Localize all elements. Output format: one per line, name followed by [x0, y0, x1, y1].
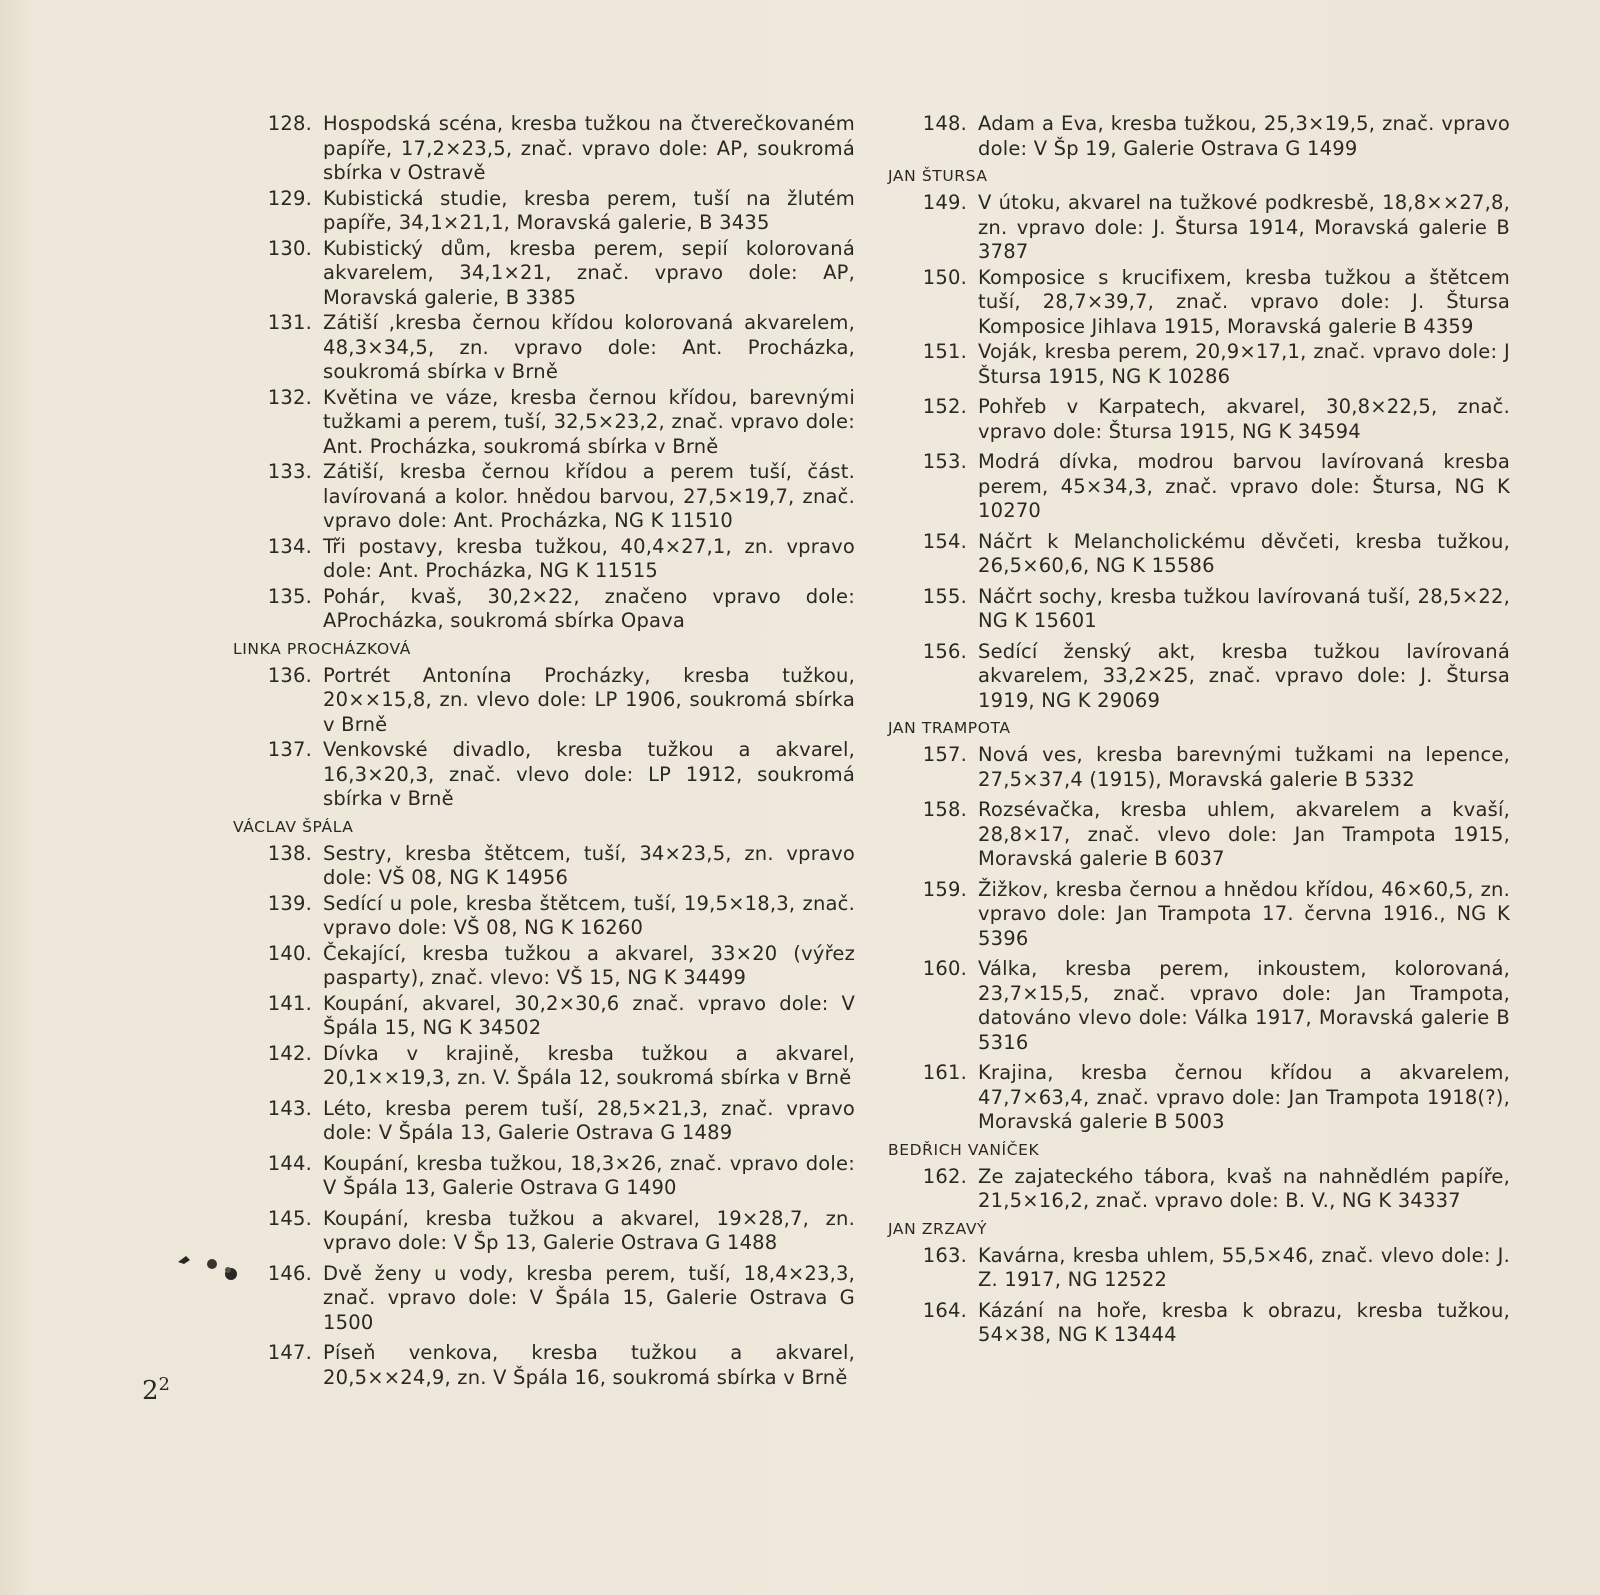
entry-number: 157. [922, 743, 967, 766]
entry-text: Koupání, kresba tužkou a akvarel, 19×28,7, zn. vpravo dole: V Šp 13, Galerie Ostrava G 1488 [323, 1206, 855, 1254]
entry-number: 139. [267, 891, 312, 915]
catalogue-entry [888, 266, 1510, 340]
catalogue-entry [233, 112, 855, 186]
catalogue-entry [888, 743, 1510, 792]
section [888, 1139, 1510, 1214]
entry-number: 159. [922, 877, 967, 901]
entry-text: Náčrt sochy, kresba tužkou lavírovaná tuší, 28,5×22, NG K 15601 [978, 584, 1510, 632]
entry-text: Rozsévačka, kresba uhlem, akvarelem a kvaší, 28,8×17, znač. vlevo dole: Jan Trampota 1915, Moravská galerie B 6037 [978, 798, 1510, 870]
artist-heading: LINKA PROCHÁZKOVÁ [233, 639, 411, 658]
entry-text: Venkovské divadlo, kresba tužkou a akvarel, 16,3×20,3, znač. vlevo dole: LP 1912, soukromá sbírka v Brně [323, 738, 855, 810]
entry-number: 138. [267, 841, 312, 865]
entry-number: 136. [267, 663, 312, 687]
catalogue-entry [233, 1152, 855, 1201]
entry-number: 154. [922, 529, 967, 553]
right-column [888, 112, 1510, 1349]
entry-number: 140. [267, 941, 312, 965]
entry-number: 137. [267, 738, 312, 761]
entry-text: Pohár, kvaš, 30,2×22, značeno vpravo dole: AProcházka, soukromá sbírka Opava [323, 584, 855, 632]
artist-heading: BEDŘICH VANÍČEK [888, 1140, 1040, 1159]
catalogue-entry [233, 311, 855, 385]
artist-heading: JAN TRAMPOTA [888, 719, 1011, 737]
entry-text: Hospodská scéna, kresba tužkou na čtverečkovaném papíře, 17,2×23,5, znač. vpravo dole: AP, soukromá sbírka v Ostravě [323, 112, 855, 184]
catalogue-entry [888, 1061, 1510, 1135]
entry-text: Píseň venkova, kresba tužkou a akvarel, 20,5××24,9, zn. V Špála 16, soukromá sbírka v Brně [323, 1341, 855, 1389]
page-number-sup: 2 [158, 1374, 170, 1395]
entry-text: Pohřeb v Karpatech, akvarel, 30,8×22,5, znač. vpravo dole: Štursa 1915, NG K 34594 [978, 395, 1510, 443]
catalogue-entry [233, 585, 855, 634]
page-number [142, 1374, 170, 1406]
entry-text: Koupání, kresba tužkou, 18,3×26, znač. vpravo dole: V Špála 13, Galerie Ostrava G 1490 [323, 1151, 855, 1199]
catalogue-entry [233, 1097, 855, 1146]
catalogue-entry [888, 530, 1510, 579]
entry-number: 143. [267, 1096, 312, 1120]
entry-text: Ze zajateckého tábora, kvaš na nahnědlém papíře, 21,5×16,2, znač. vpravo dole: B. V., NG K 34337 [978, 1164, 1510, 1212]
entry-text: Modrá dívka, modrou barvou lavírovaná kresba perem, 45×34,3, znač. vpravo dole: Štursa, NG K 10270 [978, 450, 1510, 522]
entry-text: Dvě ženy u vody, kresba perem, tuší, 18,4×23,3, znač. vpravo dole: V Špála 15, Galerie Ostrava G 1500 [323, 1261, 855, 1334]
entry-text: Sestry, kresba štětcem, tuší, 34×23,5, zn. vpravo dole: VŠ 08, NG K 14956 [323, 841, 855, 889]
section [888, 165, 1510, 713]
entry-text: Voják, kresba perem, 20,9×17,1, znač. vpravo dole: J Štursa 1915, NG K 10286 [978, 340, 1510, 388]
catalogue-entry [888, 1165, 1510, 1214]
catalogue-entry [233, 664, 855, 738]
entry-number: 134. [267, 534, 312, 558]
artist-heading: JAN ZRZAVÝ [888, 1219, 988, 1238]
catalogue-entry [233, 842, 855, 891]
entry-number: 133. [267, 460, 312, 483]
catalogue-entry [233, 187, 855, 236]
catalogue-entry [233, 1341, 855, 1390]
ink-smudge-mark [176, 1244, 246, 1284]
entry-text: V útoku, akvarel na tužkové podkresbě, 18,8××27,8, zn. vpravo dole: J. Štursa 1914, Moravská galerie B 3787 [978, 191, 1510, 263]
page-number-main: 2 [142, 1376, 159, 1406]
entry-number: 162. [922, 1164, 967, 1188]
catalogue-entry [888, 1299, 1510, 1348]
catalogue-entry [233, 738, 855, 812]
catalogue-entry [233, 942, 855, 991]
catalogue-entry [888, 450, 1510, 524]
catalogue-entry [888, 340, 1510, 389]
catalogue-entry [888, 798, 1510, 872]
entry-number: 149. [922, 191, 967, 214]
entry-number: 151. [922, 340, 967, 363]
catalogue-entry [233, 1207, 855, 1256]
left-column [233, 112, 855, 1391]
section [233, 638, 855, 812]
entry-number: 153. [922, 450, 967, 473]
section [233, 112, 855, 634]
artist-heading: JAN ŠTURSA [888, 167, 988, 185]
catalogue-entry [888, 395, 1510, 444]
entry-text: Sedící u pole, kresba štětcem, tuší, 19,5×18,3, znač. vpravo dole: VŠ 08, NG K 16260 [323, 891, 855, 939]
entry-number: 141. [267, 991, 312, 1015]
entry-text: Náčrt k Melancholickému děvčeti, kresba tužkou, 26,5×60,6, NG K 15586 [978, 529, 1510, 577]
catalogue-entry [233, 237, 855, 311]
entry-text: Krajina, kresba černou křídou a akvarelem, 47,7×63,4, znač. vpravo dole: Jan Trampota 1918(?), Moravská galerie B 5003 [978, 1061, 1510, 1133]
entry-number: 163. [922, 1243, 967, 1267]
catalogue-entry [233, 535, 855, 584]
entry-text: Portrét Antonína Procházky, kresba tužkou, 20××15,8, zn. vlevo dole: LP 1906, soukromá sbírka v Brně [323, 663, 855, 736]
entry-number: 128. [267, 112, 312, 135]
section [888, 717, 1510, 1135]
entry-number: 135. [267, 584, 312, 608]
entry-number: 146. [267, 1261, 312, 1285]
entry-number: 164. [922, 1298, 967, 1322]
entry-text: Květina ve váze, kresba černou křídou, barevnými tužkami a perem, tuší, 32,5×23,2, znač. vpravo dole: Ant. Procházka, soukromá sbírka v Brně [323, 385, 855, 458]
catalogue-entry [888, 878, 1510, 952]
catalogue-entry [233, 1042, 855, 1091]
entry-number: 158. [922, 798, 967, 821]
catalogue-entry [233, 386, 855, 460]
entry-text: Koupání, akvarel, 30,2×30,6 znač. vpravo dole: V Špála 15, NG K 34502 [323, 991, 855, 1039]
entry-number: 130. [267, 236, 312, 260]
entry-text: Tři postavy, kresba tužkou, 40,4×27,1, zn. vpravo dole: Ant. Procházka, NG K 11515 [323, 534, 855, 582]
entry-text: Kázání na hoře, kresba k obrazu, kresba tužkou, 54×38, NG K 13444 [978, 1298, 1510, 1346]
catalogue-entry [888, 1244, 1510, 1293]
catalogue-entry [233, 1262, 855, 1336]
catalogue-entry [888, 112, 1510, 161]
catalogue-entry [888, 585, 1510, 634]
section [888, 112, 1510, 161]
entry-number: 142. [267, 1041, 312, 1065]
catalogue-entry [233, 992, 855, 1041]
entry-number: 144. [267, 1151, 312, 1175]
entry-number: 155. [922, 584, 967, 608]
entry-text: Kubistická studie, kresba perem, tuší na žlutém papíře, 34,1×21,1, Moravská galerie, B 3435 [323, 186, 855, 234]
entry-number: 156. [922, 639, 967, 663]
entry-text: Zátiší ,kresba černou křídou kolorovaná akvarelem, 48,3×34,5, zn. vpravo dole: Ant. Procházka, soukromá sbírka v Brně [323, 311, 855, 383]
entry-number: 150. [922, 265, 967, 289]
entry-text: Čekající, kresba tužkou a akvarel, 33×20 (výřez pasparty), znač. vlevo: VŠ 15, NG K 34499 [323, 941, 855, 989]
entry-number: 160. [922, 957, 967, 980]
entry-number: 132. [267, 385, 312, 409]
entry-number: 161. [922, 1061, 967, 1084]
catalogue-entry [888, 191, 1510, 265]
entry-text: Válka, kresba perem, inkoustem, kolorovaná, 23,7×15,5, znač. vpravo dole: Jan Trampota, datováno vlevo dole: Válka 1917, Moravská galerie B 5316 [978, 957, 1510, 1054]
entry-text: Zátiší, kresba černou křídou a perem tuší, část. lavírovaná a kolor. hnědou barvou, 27,5×19,7, znač. vpravo dole: Ant. Procházka, NG K 11510 [323, 460, 855, 532]
entry-text: Nová ves, kresba barevnými tužkami na lepence, 27,5×37,4 (1915), Moravská galerie B 5332 [978, 743, 1510, 791]
entry-text: Adam a Eva, kresba tužkou, 25,3×19,5, znač. vpravo dole: V Šp 19, Galerie Ostrava G 1499 [978, 112, 1510, 160]
entry-text: Žižkov, kresba černou a hnědou křídou, 46×60,5, zn. vpravo dole: Jan Trampota 17. června 1916., NG K 5396 [978, 877, 1510, 950]
artist-heading: VÁCLAV ŠPÁLA [233, 817, 354, 836]
catalogue-entry [233, 892, 855, 941]
entry-text: Dívka v krajině, kresba tužkou a akvarel, 20,1××19,3, zn. V. Špála 12, soukromá sbírka v Brně [323, 1041, 855, 1089]
entry-text: Kubistický dům, kresba perem, sepií kolorovaná akvarelem, 34,1×21, znač. vpravo dole: AP, Moravská galerie, B 3385 [323, 236, 855, 309]
entry-number: 145. [267, 1206, 312, 1230]
entry-number: 148. [922, 112, 967, 135]
entry-text: Léto, kresba perem tuší, 28,5×21,3, znač. vpravo dole: V Špála 13, Galerie Ostrava G 1489 [323, 1096, 855, 1144]
entry-number: 152. [922, 395, 967, 418]
catalogue-entry [888, 640, 1510, 714]
entry-text: Komposice s krucifixem, kresba tužkou a štětcem tuší, 28,7×39,7, znač. vpravo dole: J. Štursa Komposice Jihlava 1915, Moravská galerie B 4359 [978, 265, 1510, 338]
entry-text: Kavárna, kresba uhlem, 55,5×46, znač. vlevo dole: J. Z. 1917, NG 12522 [978, 1243, 1510, 1291]
entry-number: 147. [267, 1341, 312, 1364]
section [888, 1218, 1510, 1348]
entry-number: 131. [267, 311, 312, 334]
entry-text: Sedící ženský akt, kresba tužkou lavírovaná akvarelem, 33,2×25, znač. vpravo dole: J. Štursa 1919, NG K 29069 [978, 639, 1510, 712]
section [233, 816, 855, 1391]
catalogue-entry [233, 460, 855, 534]
entry-number: 129. [267, 186, 312, 210]
catalogue-entry [888, 957, 1510, 1055]
